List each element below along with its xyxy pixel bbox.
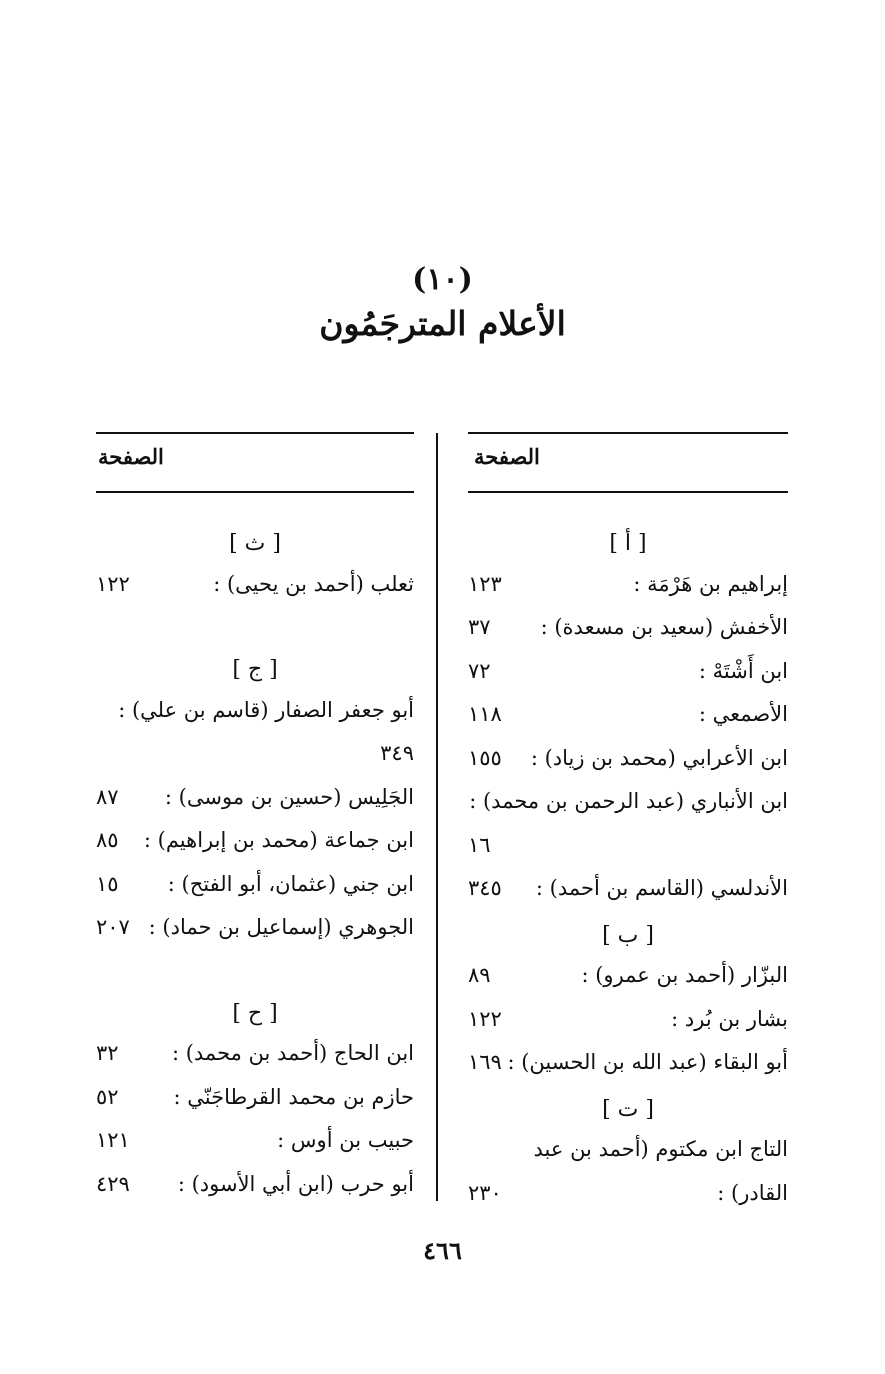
entry-page-number: ١١٨ — [468, 702, 502, 726]
entry-name: ابن جماعة (محمد بن إبراهيم) : — [143, 828, 414, 853]
page-number: ٤٦٦ — [423, 1236, 462, 1265]
entry-name: الجَلِيس (حسين بن موسى) : — [164, 784, 414, 809]
entry-name: القادر) : — [717, 1180, 788, 1205]
entry-name: الأصمعي : — [698, 702, 788, 726]
entry-name: حازم بن محمد القرطاجَنّي : — [173, 1084, 414, 1109]
column-header-rule — [96, 491, 414, 493]
index-entry — [468, 999, 788, 1039]
index-entry — [468, 694, 788, 734]
entry-page-number: ٣٢ — [96, 1041, 119, 1066]
entry-page-number: ٥٢ — [96, 1084, 119, 1109]
letter-heading: [ أ ] — [609, 531, 647, 556]
entry-name: الأخفش (سعيد بن مسعدة) : — [540, 615, 788, 639]
entry-page-number: ٣٤٥ — [468, 876, 502, 900]
entry-page-number: ٨٩ — [468, 963, 491, 987]
index-entry — [96, 733, 414, 773]
index-entry — [96, 690, 414, 730]
entry-page-number: ١٢٢ — [96, 571, 130, 596]
index-entry — [96, 1077, 414, 1117]
entry-name: ابن الأعرابي (محمد بن زياد) : — [530, 745, 788, 770]
entry-name: ثعلب (أحمد بن يحيى) : — [213, 571, 414, 596]
entry-page-number: ٣٧ — [468, 615, 491, 639]
index-entry — [468, 868, 788, 908]
entry-page-number: ٢٣٠ — [468, 1180, 502, 1205]
entry-name: ابن جني (عثمان، أبو الفتح) : — [167, 871, 414, 896]
entry-name: ابن الأنباري (عبد الرحمن بن محمد) : — [469, 789, 788, 813]
index-entry — [468, 1173, 788, 1213]
entry-name: التاج ابن مكتوم (أحمد بن عبد — [533, 1137, 788, 1161]
entry-name: أبو جعفر الصفار (قاسم بن علي) : — [118, 697, 414, 722]
index-entry — [96, 907, 414, 947]
letter-heading: [ ت ] — [602, 1096, 654, 1122]
entry-name: ابن الحاج (أحمد بن محمد) : — [171, 1041, 414, 1066]
index-entry — [468, 1042, 788, 1082]
entry-page-number: ٧٢ — [468, 658, 491, 683]
index-entry — [96, 564, 414, 604]
column-top-rule — [468, 432, 788, 434]
entry-page-number: ٨٧ — [96, 784, 119, 809]
section-number: (١٠) — [412, 262, 473, 297]
entry-page-number: ١٢١ — [96, 1128, 130, 1153]
entry-name: ابن أَشْتَهْ : — [698, 658, 788, 683]
index-entry — [468, 651, 788, 691]
entry-name: أبو حرب (ابن أبي الأسود) : — [177, 1171, 414, 1196]
entry-name: أبو البقاء (عبد الله بن الحسين) : — [507, 1050, 788, 1074]
entry-name: البزّار (أحمد بن عمرو) : — [581, 963, 788, 987]
index-entry — [468, 738, 788, 778]
column-header-rule — [468, 491, 788, 493]
entry-name: بشار بن بُرد : — [671, 1006, 788, 1031]
index-entry — [96, 1033, 414, 1073]
entry-name: حبيب بن أوس : — [277, 1128, 414, 1153]
index-entry — [96, 777, 414, 817]
entry-page-number: ٤٢٩ — [96, 1171, 130, 1196]
entry-page-number: ١٢٢ — [468, 1006, 502, 1031]
entry-name: إبراهيم بن هَرْمَة : — [633, 571, 788, 596]
entry-name: الجوهري (إسماعيل بن حماد) : — [148, 915, 414, 940]
column-divider — [436, 433, 438, 1201]
letter-heading: [ ث ] — [229, 531, 281, 556]
entry-page-number: ١٦ — [468, 832, 491, 857]
letter-heading: [ ح ] — [232, 1000, 278, 1026]
column-header-page: الصفحة — [98, 444, 164, 469]
entry-page-number: ١٢٣ — [468, 571, 502, 596]
entry-page-number: ١٦٩ — [468, 1050, 502, 1074]
index-entry — [468, 781, 788, 821]
entry-page-number: ٢٠٧ — [96, 915, 130, 940]
index-entry — [96, 864, 414, 904]
index-entry — [468, 825, 788, 865]
column-header-page: الصفحة — [474, 444, 540, 469]
column-top-rule — [96, 432, 414, 434]
entry-name: الأندلسي (القاسم بن أحمد) : — [535, 876, 788, 900]
entry-page-number: ٨٥ — [96, 828, 119, 853]
index-entry — [96, 820, 414, 860]
entry-page-number: ٣٤٩ — [380, 741, 414, 766]
entry-page-number: ١٥٥ — [468, 745, 502, 770]
index-entry — [468, 955, 788, 995]
index-entry — [468, 1129, 788, 1169]
entry-page-number: ١٥ — [96, 871, 119, 896]
letter-heading: [ ج ] — [232, 657, 278, 683]
index-entry — [96, 1164, 414, 1204]
section-title: الأعلام المترجَمُون — [319, 304, 566, 343]
index-entry — [468, 607, 788, 647]
index-entry — [468, 564, 788, 604]
letter-heading: [ ب ] — [602, 922, 654, 948]
index-entry — [96, 1120, 414, 1160]
